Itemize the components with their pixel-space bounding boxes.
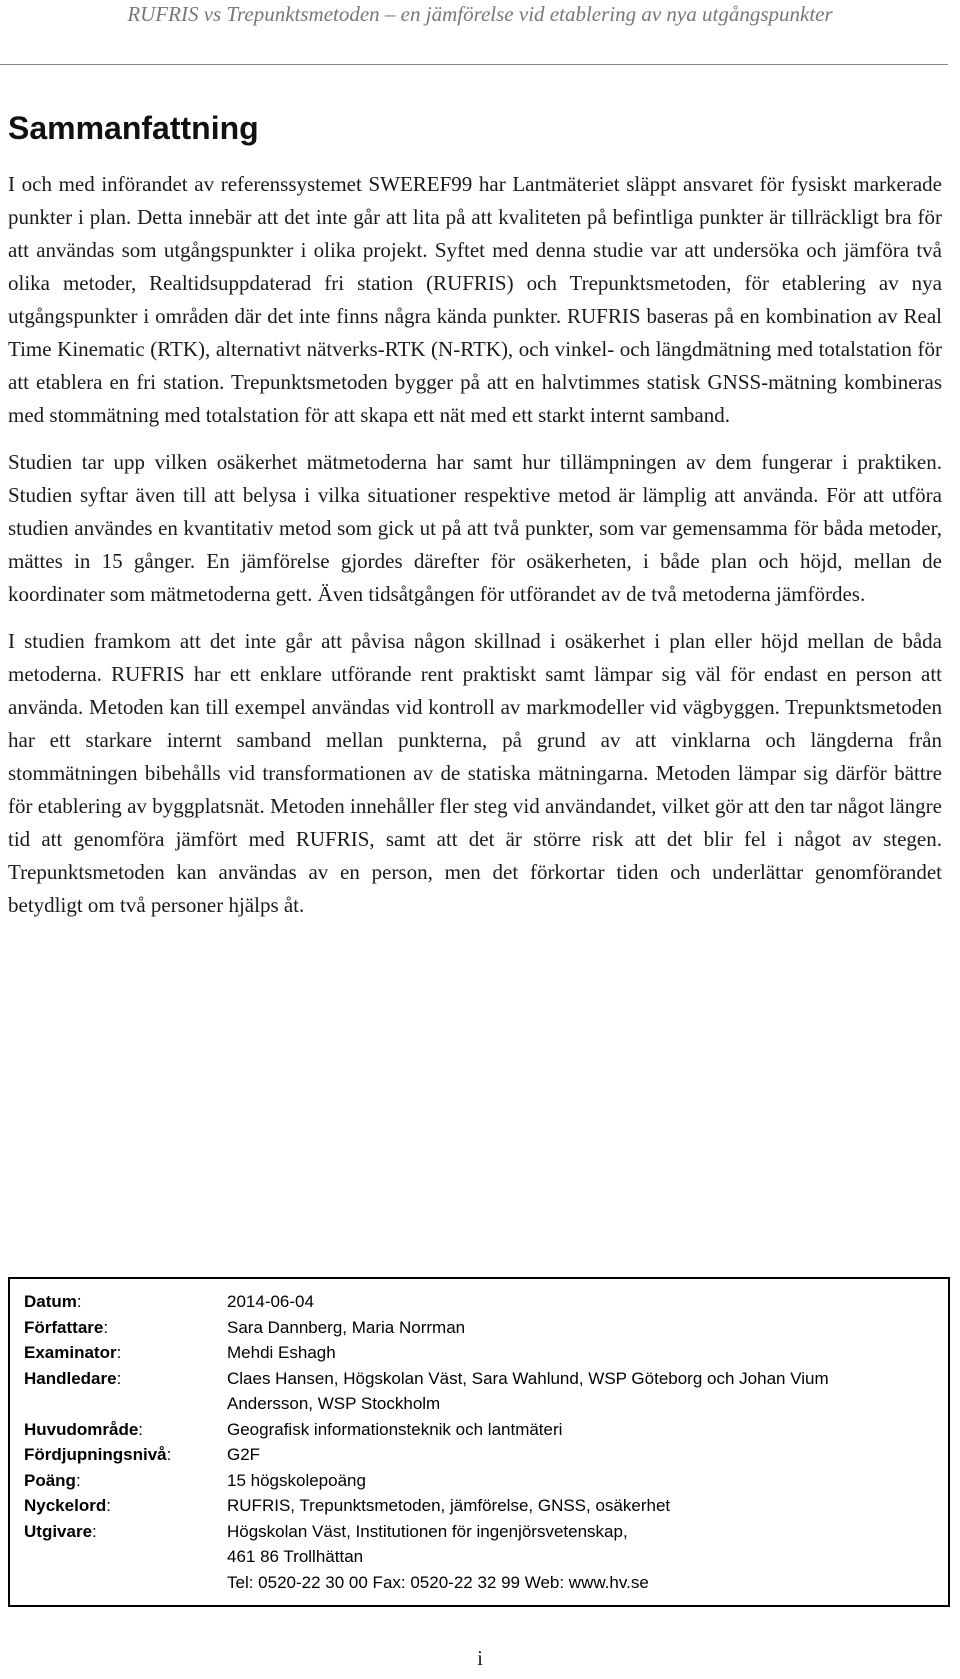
metadata-value: Tel: 0520-22 30 00 Fax: 0520-22 32 99 Web: www.hv.se <box>227 1572 649 1592</box>
metadata-value: Sara Dannberg, Maria Norrman <box>227 1317 466 1337</box>
metadata-label: Examinator <box>24 1343 117 1362</box>
metadata-value: RUFRIS, Trepunktsmetoden, jämförelse, GNSS, osäkerhet <box>227 1496 671 1515</box>
metadata-value: 461 86 Trollhättan <box>227 1547 364 1566</box>
metadata-value: Högskolan Väst, Institutionen för ingenjörsvetenskap, <box>227 1521 628 1541</box>
metadata-row-handledare: Handledare: Claes Hansen, Högskolan Väst, Sara Wahlund, WSP Göteborg och Johan Vium Andersson, WSP Stockholm <box>24 1366 948 1417</box>
metadata-label: Handledare <box>24 1368 117 1388</box>
page-number: i <box>477 1646 483 1670</box>
section-heading: Sammanfattning <box>8 110 259 146</box>
metadata-value: Geografisk informationsteknik och lantmäteri <box>227 1419 563 1439</box>
metadata-row-poang: Poäng: 15 högskolepoäng <box>24 1468 948 1494</box>
header-divider <box>0 64 948 65</box>
metadata-row-utgivare: Utgivare: Högskolan Väst, Institutionen för ingenjörsvetenskap, 461 86 Trollhättan Tel: 0520-22 30 00 Fax: 0520-22 32 99 Web: www.hv.se <box>24 1519 948 1596</box>
metadata-row-examinator: Examinator: Mehdi Eshagh <box>24 1340 948 1366</box>
metadata-row-datum: Datum: 2014-06-04 <box>24 1289 948 1315</box>
metadata-label: Fördjupningsnivå <box>24 1445 167 1464</box>
metadata-value: Andersson, WSP Stockholm <box>227 1394 441 1413</box>
metadata-box <box>8 1277 950 1607</box>
metadata-label: Huvudområde <box>24 1419 139 1439</box>
metadata-value: 15 högskolepoäng <box>227 1470 366 1490</box>
metadata-label: Datum <box>24 1292 77 1311</box>
abstract-body <box>8 168 942 936</box>
metadata-label: Poäng <box>24 1470 76 1490</box>
abstract-paragraph-2: Studien tar upp vilken osäkerhet mätmetoderna har samt hur tillämpningen av dem fungerar i praktiken. Studien syftar även till att belysa i vilka situationer respektive metod är lämplig att använda. För att utföra studien användes en kvantitativ metod som gick ut på att två punkter, som var gemensamma för båda metoder, mättes in 15 gånger. En jämförelse gjordes därefter för osäkerheten, i både plan och höjd, mellan de koordinater som mätmetoderna gett. Även tidsåtgången för utförandet av de två metoderna jämfördes. <box>8 450 942 606</box>
metadata-label: Författare <box>24 1317 104 1337</box>
metadata-value: Claes Hansen, Högskolan Väst, Sara Wahlund, WSP Göteborg och Johan Vium <box>227 1368 829 1388</box>
abstract-paragraph-3: I studien framkom att det inte går att påvisa någon skillnad i osäkerhet i plan eller höjd mellan de båda metoderna. RUFRIS har ett enklare utförande rent praktiskt samt lämpar sig väl för endast en person att använda. Metoden kan till exempel användas vid kontroll av markmodeller vid vägbyggen. Trepunktsmetoden har ett starkare internt samband mellan punkterna, på grund av att vinklarna och längderna från stommätningen bibehålls vid transformationen av de statiska mätningarna. Metoden lämpar sig därför bättre för etablering av byggplatsnät. Metoden innehåller fler steg vid användandet, vilket gör att den tar något längre tid att genomföra jämfört med RUFRIS, samt att det är större risk att det blir fel i något av stegen. Trepunktsmetoden kan användas av en person, men det förkortar tiden och underlättar genomförandet betydligt om två personer hjälps åt. <box>8 629 942 917</box>
metadata-row-nyckelord: Nyckelord: RUFRIS, Trepunktsmetoden, jämförelse, GNSS, osäkerhet <box>24 1493 948 1519</box>
metadata-value: G2F <box>227 1445 261 1464</box>
abstract-paragraph-1: I och med införandet av referenssystemet SWEREF99 har Lantmäteriet släppt ansvaret för fysiskt markerade punkter i plan. Detta innebär att det inte går att lita på att kvaliteten på befintliga punkter är tillräckligt bra för att användas som utgångspunkter i olika projekt. Syftet med denna studie var att undersöka och jämföra två olika metoder, Realtidsuppdaterad fri station (RUFRIS) och Trepunktsmetoden, för etablering av nya utgångspunkter i områden där det inte finns några kända punkter. RUFRIS baseras på en kombination av Real Time Kinematic (RTK), alternativt nätverks-RTK (N-RTK), och vinkel- och längdmätning med totalstation för att etablera en fri station. Trepunktsmetoden bygger på att en halvtimmes statisk GNSS-mätning kombineras med stommätning med totalstation för att skapa ett nät med ett starkt internt samband. <box>8 172 942 427</box>
metadata-label: Nyckelord <box>24 1496 107 1515</box>
metadata-label: Utgivare <box>24 1521 93 1541</box>
metadata-value: Mehdi Eshagh <box>227 1343 336 1362</box>
metadata-row-huvudomrade: Huvudområde: Geografisk informationsteknik och lantmäteri <box>24 1417 948 1443</box>
metadata-row-forfattare: Författare: Sara Dannberg, Maria Norrman <box>24 1315 948 1341</box>
metadata-row-fordjupningsniva: Fördjupningsnivå: G2F <box>24 1442 948 1468</box>
running-header: RUFRIS vs Trepunktsmetoden – en jämförelse vid etablering av nya utgångspunkter <box>127 2 833 26</box>
metadata-value: 2014-06-04 <box>227 1292 314 1311</box>
